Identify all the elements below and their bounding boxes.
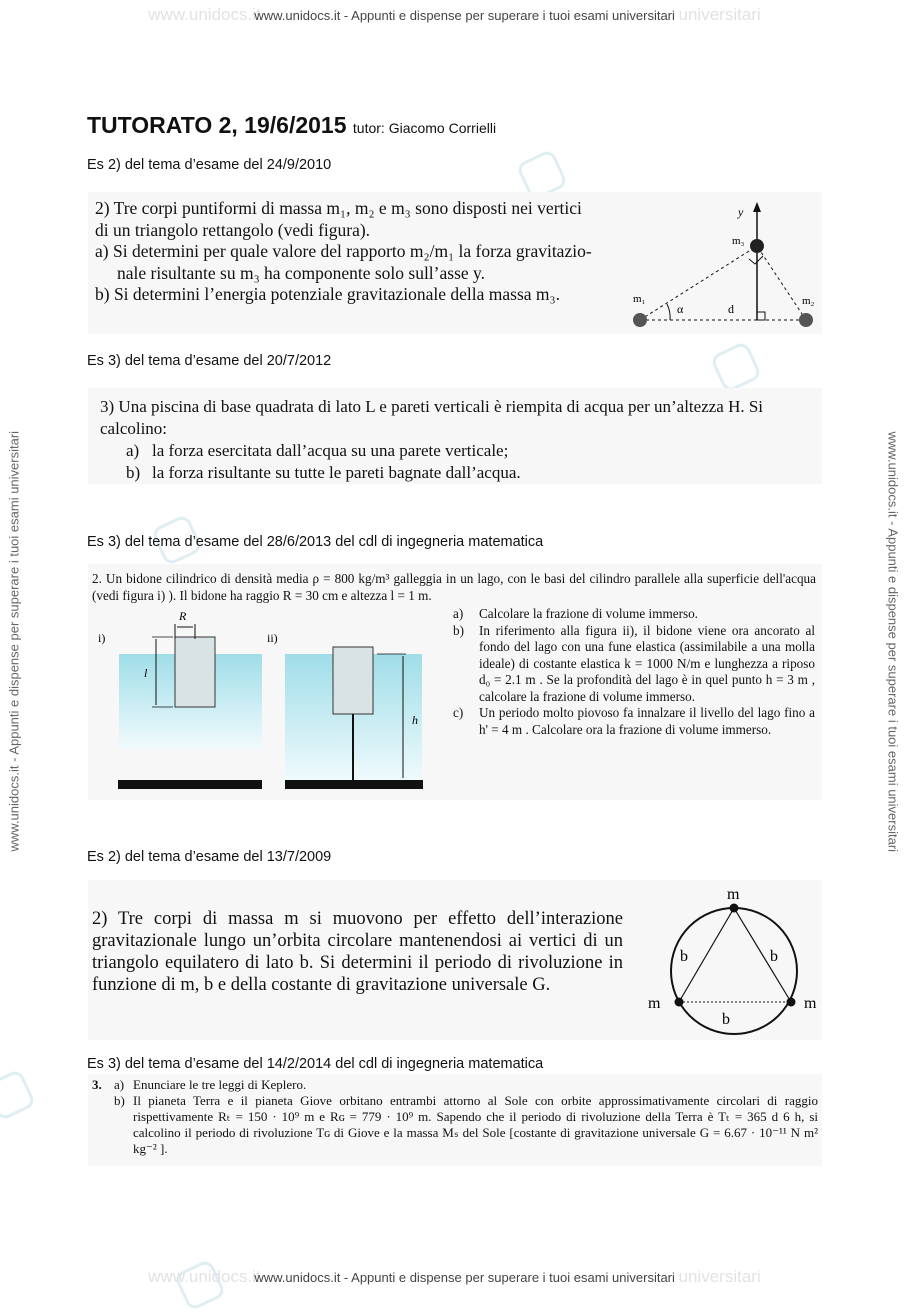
exercise-text: 2) Tre corpi puntiformi di massa m₁, m₂ e m₃ sono disposti nei vertici di un triangolo rettangolo (vedi figura). a) Si determini per quale valore del rapporto m₂/m₁ la forza gravitazio- nale risultante su m₃ ha componente solo sull’asse y. b) Si determini l’energia potenziale gravitazionale della massa m₃.: [95, 198, 592, 304]
figure-label-ii: ii): [267, 631, 278, 645]
side-label: b: [722, 1011, 730, 1028]
bottom-banner: www.unidocs.it www.unidocs.it - Appunti e dispense per superare i tuoi esami universitari universitari: [148, 1267, 761, 1286]
watermark-icon: [0, 1068, 37, 1121]
exercise-intro: 2. Un bidone cilindrico di densità media ρ = 800 kg/m³ galleggia in un lago, con le basi del cilindro parallele alla superficie dell'acqua (vedi figura i) ). Il bidone ha raggio R = 30 cm e altezza l = 1 m.: [92, 571, 816, 603]
label-m3: m₃: [732, 235, 745, 247]
left-side-text: www.unidocs.it - Appunti e dispense per superare i tuoi esami universitari: [6, 430, 22, 852]
radius-label: R: [179, 609, 187, 623]
label-m1: m₁: [633, 293, 646, 305]
exercise-items: a) Calcolare la frazione di volume immerso. b) In riferimento alla figura ii), il bidone viene ora ancorato al fondo del lago con una fune elastica (assimilabile a una molla ideale) di costante elastica k = 1000 N/m e lunghezza a riposo d₀ = 2.1 m . Se la profondità del lago è in quel punto h = 3 m , calcolare la frazione di volume immerso. c) Un periodo molto piovoso fa innalzare il livello del lago fino a h' = 4 m . Calcolare ora la frazione di volume immerso.: [453, 606, 815, 737]
page-title: TUTORATO 2, 19/6/2015 tutor: Giacomo Corrielli: [87, 112, 497, 138]
watermark-icon: [709, 340, 762, 393]
side-label: b: [680, 948, 688, 965]
side-label: b: [770, 948, 778, 965]
top-banner: www.unidocs.it www.unidocs.it - Appunti e dispense per superare i tuoi esami universitari universitari: [148, 5, 761, 24]
label-m2: m₂: [802, 295, 815, 307]
tutor-name: tutor: Giacomo Corrielli: [352, 120, 497, 136]
mass-label: m: [648, 995, 661, 1012]
angle-label: α: [677, 302, 684, 316]
orbit-figure: [643, 880, 828, 1040]
banner-text: www.unidocs.it - Appunti e dispense per superare i tuoi esami universitari: [254, 8, 675, 23]
figure-label-i: i): [98, 631, 106, 645]
exercise-heading: Es 3) del tema d’esame del 28/6/2013 del cdl di ingegneria matematica: [87, 534, 544, 550]
lake-figure: [92, 604, 442, 799]
height-label: l: [144, 666, 148, 680]
exercise-text: 2) Tre corpi di massa m si muovono per effetto dell’interazione gravitazionale lungo un’orbita circolare mantenendosi ai vertici di un triangolo equilatero di lato b. Si determini il periodo di rivoluzione in funzione di m, b e della costante di gravitazione universale G.: [92, 909, 623, 995]
axis-label-y: y: [738, 205, 744, 219]
triangle-figure: [625, 198, 825, 338]
exercise-heading: Es 3) del tema d’esame del 20/7/2012: [87, 353, 332, 369]
mass-label: m: [804, 995, 817, 1012]
mass-label: m: [727, 886, 740, 903]
right-side-text: www.unidocs.it - Appunti e dispense per superare i tuoi esami universitari: [885, 431, 901, 853]
exercise-heading: Es 2) del tema d’esame del 13/7/2009: [87, 849, 332, 865]
distance-label: d: [728, 302, 734, 316]
exercise-heading: Es 2) del tema d’esame del 24/9/2010: [87, 157, 332, 173]
exercise-text: 3. a) Enunciare le tre leggi di Keplero. b) Il pianeta Terra e il pianeta Giove orbitano entrambi attorno al Sole con orbite approssimativamente circolari di raggio rispettivamente Rₜ = 150 · 10⁹ m e Rɢ = 779 · 10⁹ m. Sapendo che il periodo di rivoluzione della Terra è Tₜ = 365 d 6 h, si calcolino il periodo di rivoluzione Tɢ di Giove e la massa Mₛ del Sole [costante di gravitazione universale G = 6.67 · 10⁻¹¹ N m² kg⁻² ].: [92, 1077, 818, 1156]
exercise-heading: Es 3) del tema d’esame del 14/2/2014 del cdl di ingegneria matematica: [87, 1056, 544, 1072]
depth-label: h: [412, 713, 418, 727]
exercise-text: 3) Una piscina di base quadrata di lato L e pareti verticali è riempita di acqua per un’altezza H. Si calcolino: a) la forza esercitata dall’acqua su una parete verticale; b) la forza risultante su tutte le pareti bagnate dall’acqua.: [100, 397, 764, 482]
banner-text: www.unidocs.it - Appunti e dispense per superare i tuoi esami universitari: [254, 1270, 675, 1285]
